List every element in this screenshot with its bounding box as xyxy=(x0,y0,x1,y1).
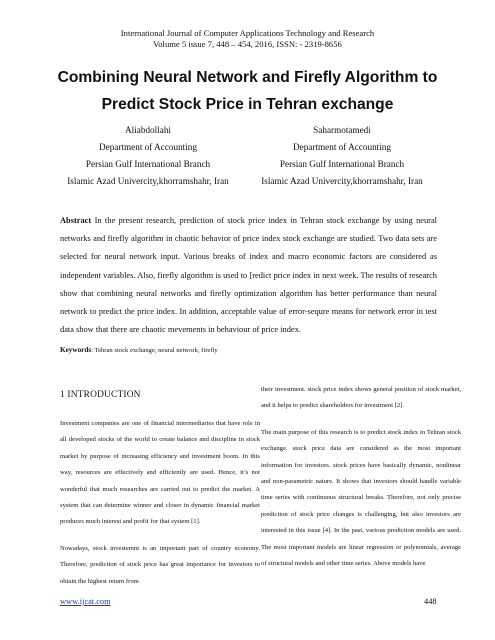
intro-right-column xyxy=(261,382,461,582)
journal-website-link[interactable]: www.ijcat.com xyxy=(60,597,111,606)
keywords-label: Keywords xyxy=(60,346,92,354)
paper-title-line1: Combining Neural Network and Firefly Algorithm to xyxy=(57,69,438,86)
section-heading-introduction: 1 INTRODUCTION xyxy=(60,390,141,400)
author-department: Department of Accounting xyxy=(99,142,197,152)
author-name: Saharmotamedi xyxy=(313,125,371,135)
keywords-text: : Tehran stock exchange, neural network, firefly xyxy=(91,347,218,354)
author-branch: Persian Gulf International Branch xyxy=(279,159,405,169)
abstract xyxy=(60,212,437,339)
page-number: 448 xyxy=(424,597,437,606)
paragraph: The main purpose of this research is to predict stock index in Tehran stock exchange. stock price data are considered as the most important information for investors. stock prices have basically dynamic, nonlinear and non-parametric nature. It shows that investors should handle variable time series with continuous structural breaks. Therefore, not only precise prediction of stock price changes is challenging, but also investors are interested in this issue [4]. In the past, various prediction models are used. The most important models are linear regression or polynomials, average of structural models and other time series. Above models have xyxy=(261,428,461,568)
paragraph: their investment. stock price index shows general position of stock market, and it helps to predict shareholders for investment [2]. xyxy=(261,386,461,410)
keywords xyxy=(60,345,437,356)
abstract-label: Abstract xyxy=(60,216,92,225)
author-block-2 xyxy=(232,122,452,190)
author-university: Islamic Azad Univercity,khorramshahr, Iran xyxy=(261,176,423,186)
author-name: Aliabdollahi xyxy=(125,125,171,135)
author-department: Department of Accounting xyxy=(293,142,391,152)
abstract-text: In the present research, prediction of stock price index in Tehran stock exchange by using neural networks and firefly algorithm in chaotic behavior of price index stock exchange are studied. Two data sets are selected for neural network input. Various breaks of index and macro economic factors are considered as independent variables. Also, firefly algorithm is used to [redict price index in next week. The results of research show that combining neural networks and firefly optimization algorithm has better performance than neural network to predict the price index. In addition, acceptable value of error-sequre means for network error in test data show that there are chaotic mevements in behaviour of price index. xyxy=(60,216,437,335)
author-block-1 xyxy=(38,122,258,190)
intro-left-column xyxy=(60,416,260,600)
journal-header-line1: International Journal of Computer Applications Technology and Research xyxy=(120,28,375,38)
author-branch: Persian Gulf International Branch xyxy=(85,159,211,169)
paragraph: Nowadays, stock investemnt is an important part of country economy. Therefore, prediction of stock price has great importance for investors to obtain the highest return from xyxy=(60,544,260,585)
author-university: Islamic Azad Univercity,khorramshahr, Iran xyxy=(67,176,229,186)
paragraph: Investment companies are one of financial intermediaries that have role in all developed stocks of the world to create balance and discipline in stock market by purpose of increasing efficiency and investment boom. In this way, resources are effectively and efficiently are used. Hence, it’s not wonderful that much researches are carried out to predict the market. A system that can determine winner and closer in dynamic financial market produces much interest and profit for that system [1]. xyxy=(60,420,260,526)
paper-title-line2: Predict Stock Price in Tehran exchange xyxy=(101,96,394,113)
journal-header-line2: Volume 5 issue 7, 448 – 454, 2016, ISSN: - 2319-8656 xyxy=(153,39,342,49)
